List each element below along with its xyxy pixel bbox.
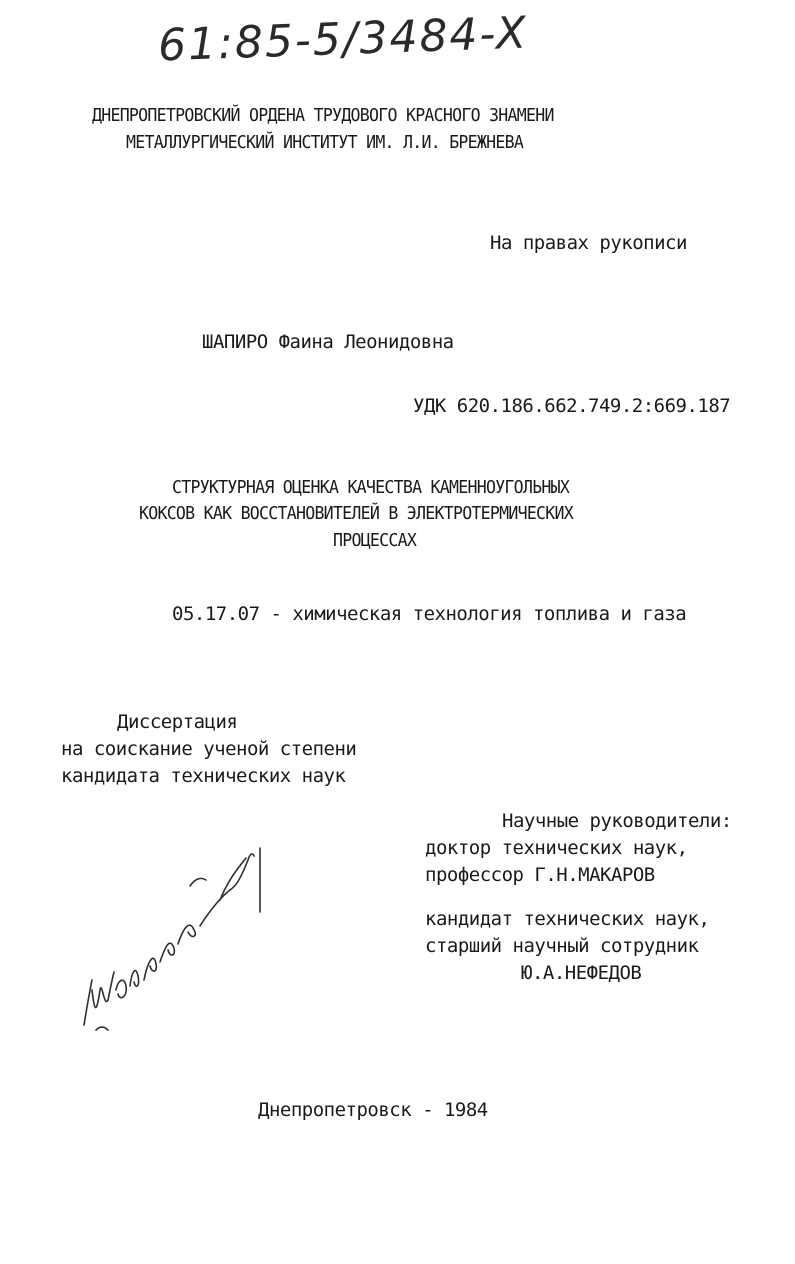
title-line-2: КОКСОВ КАК ВОССТАНОВИТЕЛЕЙ В ЭЛЕКТРОТЕРМИЧЕСКИХ — [139, 503, 574, 524]
author-name: ШАПИРО Фаина Леонидовна — [202, 331, 454, 353]
title-line-3: ПРОЦЕССАХ — [333, 530, 417, 551]
place-year: Днепропетровск - 1984 — [258, 1099, 488, 1121]
title-line-1: СТРУКТУРНАЯ ОЦЕНКА КАЧЕСТВА КАМЕННОУГОЛЬНЫХ — [172, 477, 570, 498]
institution-line-2: МЕТАЛЛУРГИЧЕСКИЙ ИНСТИТУТ ИМ. Л.И. БРЕЖНЕВА — [126, 132, 524, 153]
dissertation-line-2: на соискание ученой степени — [61, 738, 357, 760]
supervisors-heading: Научные руководители: — [502, 810, 732, 832]
author-signature — [70, 840, 290, 1040]
archive-mark: 61:85-5/3484-X — [157, 7, 529, 72]
supervisor-2-position: старший научный сотрудник — [425, 935, 699, 957]
specialty: 05.17.07 - химическая технология топлива и газа — [172, 603, 687, 625]
supervisor-1-degree: доктор технических наук, — [425, 837, 688, 859]
dissertation-line-3: кандидата технических наук — [61, 765, 346, 787]
supervisor-2-name: Ю.А.НЕФЕДОВ — [521, 962, 642, 984]
supervisor-1-name: профессор Г.Н.МАКАРОВ — [425, 864, 655, 886]
supervisor-2-degree: кандидат технических наук, — [425, 908, 710, 930]
udc-code: УДК 620.186.662.749.2:669.187 — [413, 395, 731, 417]
manuscript-note: На правах рукописи — [490, 232, 687, 254]
dissertation-line-1: Диссертация — [117, 711, 238, 733]
institution-line-1: ДНЕПРОПЕТРОВСКИЙ ОРДЕНА ТРУДОВОГО КРАСНОГО ЗНАМЕНИ — [92, 105, 554, 126]
